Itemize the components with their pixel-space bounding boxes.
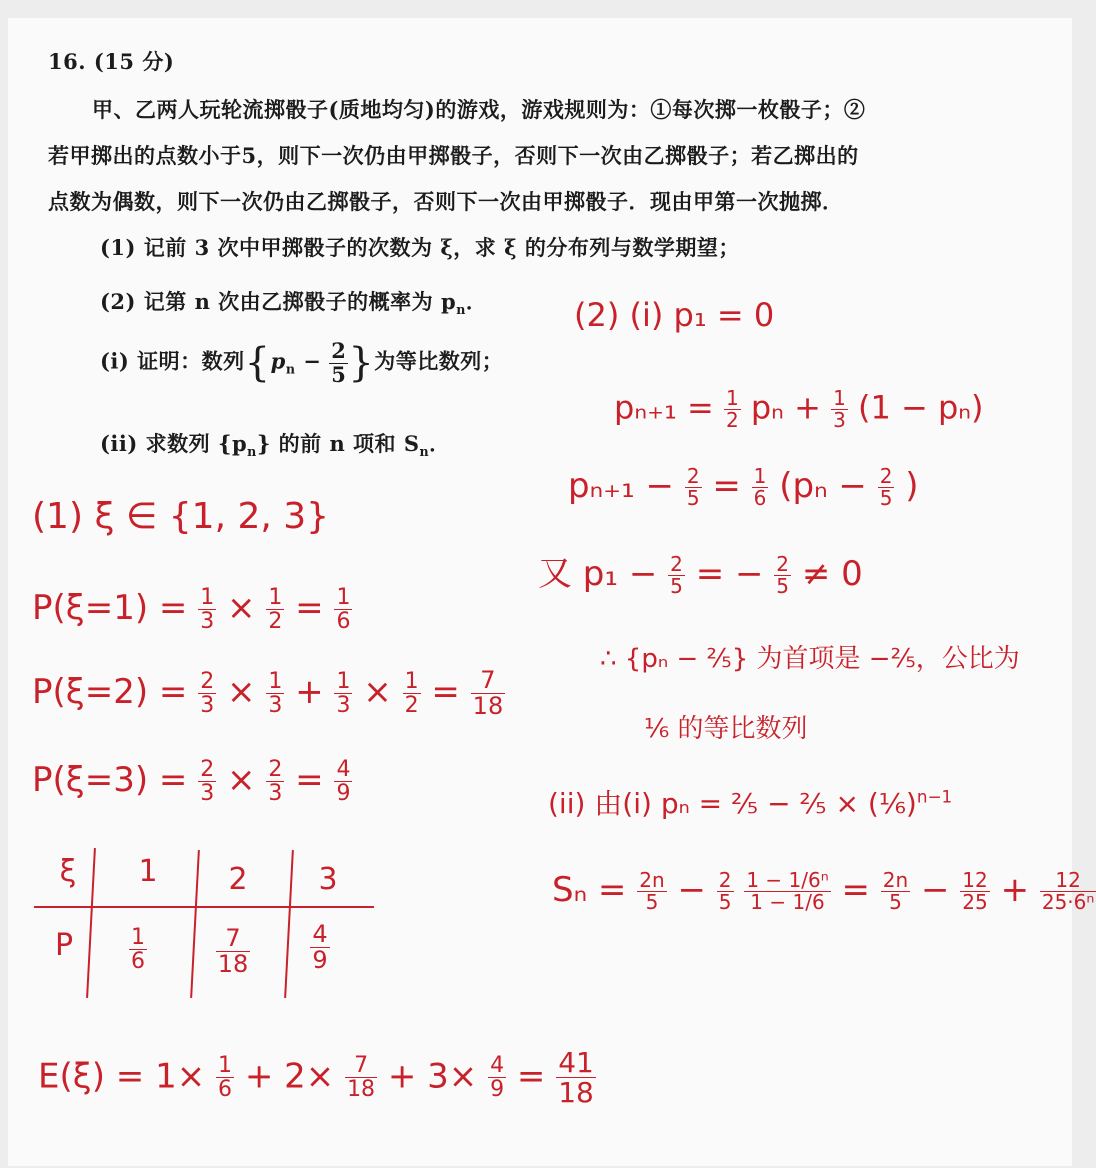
- hw-shifted-recurrence: pₙ₊₁ − $\frac{2}{5}$ = $\frac{1}{6}$ (pₙ − $\frac{2}{5}$ ): [568, 464, 919, 510]
- question-2-i-minus: −: [295, 348, 330, 374]
- problem-intro-line-3: 点数为偶数，则下一次仍由乙掷骰子，否则下一次由甲掷骰子．现由甲第一次抛掷．: [48, 189, 844, 214]
- exam-sheet: [8, 18, 1095, 1166]
- hw-p-xi-1-lhs: P(ξ=1) =: [32, 588, 188, 629]
- hw-p-xi-1: P(ξ=1) = $\frac{1}{3}$ × $\frac{1}{2}$ = $\frac{1}{6}$: [32, 585, 351, 635]
- table-header-3: 3: [318, 862, 338, 897]
- table-row-label: P: [54, 928, 74, 963]
- hw-frac: $\frac{4}{9}$: [336, 757, 351, 807]
- question-2-ii-end: } 的前 n 项和 S: [256, 431, 420, 456]
- hw-frac: $\frac{7}{18}$: [472, 666, 504, 721]
- problem-number: 16.: [48, 49, 87, 74]
- hw-conclusion-1: ∴ {pₙ − ⅖} 为首项是 −⅖，公比为: [600, 644, 1020, 674]
- hw-frac: $\frac{1}{6}$: [218, 1053, 233, 1103]
- table-cell-3-den: 9: [312, 946, 328, 975]
- table-hline: [34, 906, 374, 908]
- table-cell-1-den: 6: [131, 949, 145, 975]
- table-header-2: 2: [228, 862, 248, 897]
- question-2-ii-sub2: n: [419, 444, 430, 460]
- question-2-i-label: (i) 证明：数列: [100, 348, 245, 374]
- table-vline: [190, 850, 200, 998]
- hw-frac: $\frac{1}{3}$: [200, 585, 215, 635]
- hw-shifted-lhs: pₙ₊₁ −: [568, 466, 675, 506]
- hw-frac: $\frac{1}{6}$: [336, 585, 351, 635]
- table-cell-1: [118, 926, 158, 973]
- hw-sum-formula: Sₙ = $\frac{2n}{5}$ − $\frac{2}{5}$ $\frac{\text{1 − 1/6ⁿ}}{1 - 1/6}$ = $\frac{2n}{5}$ − $\frac{12}{25}$ + $\frac{12}{\text{25·6ⁿ}}$: [552, 868, 1095, 914]
- question-2-i: [100, 340, 503, 386]
- hw-pn-formula-text: (ii) 由(i) pₙ = ⅖ − ⅖ × (⅙): [548, 787, 917, 820]
- hw-frac: $\frac{4}{9}$: [490, 1053, 505, 1103]
- hw-xi-range: (1) ξ ∈ {1, 2, 3}: [32, 496, 330, 537]
- hw-frac: $\frac{7}{18}$: [347, 1053, 376, 1103]
- hw-frac: $\frac{1}{3}$: [336, 669, 351, 719]
- answer-num: 41: [558, 1046, 594, 1079]
- hw-p-xi-2: P(ξ=2) = $\frac{2}{3}$ × $\frac{1}{3}$ + $\frac{1}{3}$ × $\frac{1}{2}$ = $\frac{7}{18}$: [32, 666, 504, 721]
- table-cell-2: [208, 926, 258, 977]
- hw-expectation-answer: [556, 1048, 596, 1108]
- hw-frac: $\frac{1}{2}$: [404, 669, 419, 719]
- right-brace-icon: }: [348, 340, 375, 386]
- question-2-ii-start: (ii) 求数列 {p: [100, 431, 248, 456]
- hw-frac: $\frac{1}{3}$: [268, 669, 283, 719]
- question-2-i-p: p: [270, 348, 286, 374]
- question-2-end: ．: [465, 289, 488, 314]
- table-cell-3-num: 4: [312, 920, 328, 948]
- fraction-numerator: 2: [331, 338, 347, 364]
- problem-intro-line-2: 若甲掷出的点数小于5，则下一次仍由甲掷骰子，否则下一次由乙掷骰子；若乙掷出的: [48, 143, 859, 168]
- table-cell-3: [300, 922, 340, 973]
- left-brace-icon: {: [244, 340, 271, 386]
- fraction-denominator: 5: [331, 361, 347, 387]
- hw-conclusion-2: ⅙ 的等比数列: [644, 714, 808, 744]
- problem-points: (15 分): [93, 49, 175, 74]
- question-1: (1) 记前 3 次中甲掷骰子的次数为 ξ，求 ξ 的分布列与数学期望；: [100, 235, 740, 260]
- question-2-ii-sub: n: [247, 444, 257, 460]
- hw-frac: $\frac{2}{3}$: [200, 669, 215, 719]
- question-2-sub: n: [456, 302, 466, 318]
- question-2-ii-dot: ．: [429, 431, 451, 456]
- hw-pn-formula: [548, 782, 952, 822]
- problem-intro-line-1: 甲、乙两人玩轮流掷骰子(质地均匀)的游戏，游戏规则为：①每次掷一枚骰子；②: [92, 97, 866, 122]
- hw-sum-lhs: Sₙ =: [552, 870, 627, 910]
- question-2-text: (2) 记第 n 次由乙掷骰子的概率为 p: [100, 289, 457, 314]
- hw-frac: $\frac{1}{2}$: [268, 585, 283, 635]
- hw-initial-lhs: 又 p₁ −: [538, 554, 658, 594]
- hw-expectation-lhs: E(ξ) = 1×: [38, 1056, 206, 1097]
- hw-recurrence: pₙ₊₁ = $\frac{1}{2}$ pₙ + $\frac{1}{3}$ (1 − pₙ): [614, 386, 984, 432]
- hw-p-xi-3: P(ξ=3) = $\frac{2}{3}$ × $\frac{2}{3}$ = $\frac{4}{9}$: [32, 757, 351, 807]
- table-cell-1-num: 1: [131, 925, 145, 950]
- table-header-xi: ξ: [59, 854, 77, 889]
- hw-part2-header: (2) (i) p₁ = 0: [574, 296, 775, 334]
- table-header-1: 1: [138, 854, 158, 889]
- hw-p-xi-3-lhs: P(ξ=3) =: [32, 760, 188, 801]
- table-cell-2-den: 18: [217, 950, 249, 979]
- question-2-i-end: 为等比数列；: [374, 348, 504, 374]
- table-vline: [284, 850, 294, 998]
- problem-header: [48, 46, 174, 76]
- answer-den: 18: [558, 1076, 594, 1110]
- question-2-i-fraction: [329, 340, 348, 385]
- hw-pn-exponent: n−1: [916, 786, 953, 807]
- table-cell-2-num: 7: [216, 926, 251, 952]
- question-2: [100, 286, 487, 317]
- question-2-i-sub: n: [285, 361, 296, 377]
- hw-p-xi-2-lhs: P(ξ=2) =: [32, 672, 188, 713]
- hw-expectation: E(ξ) = 1× $\frac{1}{6}$ + 2× $\frac{7}{18}$ + 3× $\frac{4}{9}$ = $\frac{41}{18}$: [38, 1046, 594, 1110]
- hw-recurrence-lhs: pₙ₊₁ =: [614, 388, 714, 427]
- question-2-ii: [100, 428, 451, 459]
- hw-frac: $\frac{2}{3}$: [268, 757, 283, 807]
- hw-initial-value: 又 p₁ − $\frac{2}{5}$ = − $\frac{2}{5}$ ≠ 0: [538, 552, 863, 598]
- hw-frac: $\frac{2}{3}$: [200, 757, 215, 807]
